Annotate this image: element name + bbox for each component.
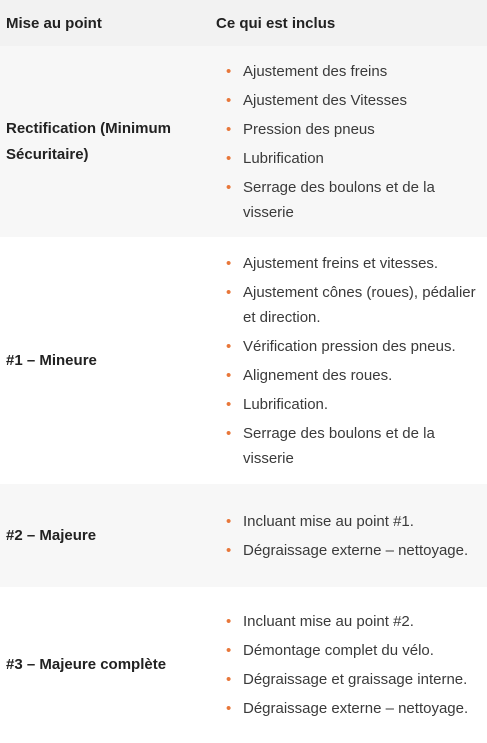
list-item: [216, 509, 481, 534]
tuneup-name: #2 – Majeure: [6, 526, 97, 544]
included-list: [216, 609, 481, 721]
list-item: [216, 117, 481, 142]
header-tuneup: Mise au point: [6, 14, 102, 32]
included-list: [216, 509, 481, 563]
included-cell: [206, 46, 487, 237]
list-item: [216, 88, 481, 113]
list-item: [216, 280, 481, 330]
table-header: [0, 0, 487, 46]
bullet-icon: •: [226, 424, 232, 442]
included-list: [216, 59, 481, 225]
bullet-icon: •: [226, 91, 232, 109]
list-item: [216, 392, 481, 417]
table-row: [0, 587, 487, 743]
bullet-icon: •: [226, 366, 232, 384]
list-item: [216, 146, 481, 171]
item-text: Dégraissage externe – nettoyage.: [243, 700, 469, 717]
item-text: Serrage des boulons et de la visserie: [243, 178, 435, 221]
table-row: [0, 237, 487, 484]
bullet-icon: •: [226, 283, 232, 301]
bullet-icon: •: [226, 671, 232, 688]
item-text: Pression des pneus: [243, 120, 375, 138]
item-text: Alignement des roues.: [243, 366, 393, 384]
table-row: [0, 46, 487, 237]
item-text: Dégraissage et graissage interne.: [243, 671, 468, 688]
bullet-icon: •: [226, 512, 232, 530]
bullet-icon: •: [226, 613, 232, 630]
bullet-icon: •: [226, 541, 232, 559]
list-item: [216, 334, 481, 359]
tuneup-name: #1 – Mineure: [6, 351, 97, 369]
included-cell: [206, 237, 487, 484]
item-text: Ajustement des freins: [243, 62, 388, 80]
included-cell: [206, 587, 487, 743]
list-item: [216, 667, 481, 692]
bullet-icon: •: [226, 62, 232, 80]
tuneup-name: Rectification (Minimum Sécuritaire): [6, 119, 172, 163]
bullet-icon: •: [226, 395, 232, 413]
list-item: [216, 363, 481, 388]
bullet-icon: •: [226, 178, 232, 196]
list-item: [216, 251, 481, 276]
header-row: [0, 0, 487, 46]
bullet-icon: •: [226, 337, 232, 355]
list-item: [216, 175, 481, 225]
table-body: [0, 46, 487, 743]
bullet-icon: •: [226, 149, 232, 167]
list-item: [216, 696, 481, 721]
item-text: Démontage complet du vélo.: [243, 642, 434, 659]
item-text: Lubrification.: [243, 395, 329, 413]
list-item: [216, 421, 481, 471]
item-text: Incluant mise au point #2.: [243, 613, 414, 630]
header-included: Ce qui est inclus: [216, 14, 336, 32]
list-item: [216, 638, 481, 663]
included-cell: [206, 484, 487, 587]
included-list: [216, 251, 481, 471]
tuneup-name: #3 – Majeure complète: [6, 656, 167, 673]
list-item: [216, 538, 481, 563]
item-text: Ajustement freins et vitesses.: [243, 254, 439, 272]
bullet-icon: •: [226, 642, 232, 659]
item-text: Incluant mise au point #1.: [243, 512, 414, 530]
item-text: Ajustement des Vitesses: [243, 91, 407, 109]
list-item: [216, 609, 481, 634]
bullet-icon: •: [226, 254, 232, 272]
bullet-icon: •: [226, 120, 232, 138]
bullet-icon: •: [226, 700, 232, 717]
item-text: Dégraissage externe – nettoyage.: [243, 541, 469, 559]
item-text: Vérification pression des pneus.: [243, 337, 456, 355]
table-row: [0, 484, 487, 587]
item-text: Serrage des boulons et de la visserie: [243, 424, 435, 467]
list-item: [216, 59, 481, 84]
item-text: Lubrification: [243, 149, 324, 167]
item-text: Ajustement cônes (roues), pédalier et direction.: [243, 283, 476, 326]
